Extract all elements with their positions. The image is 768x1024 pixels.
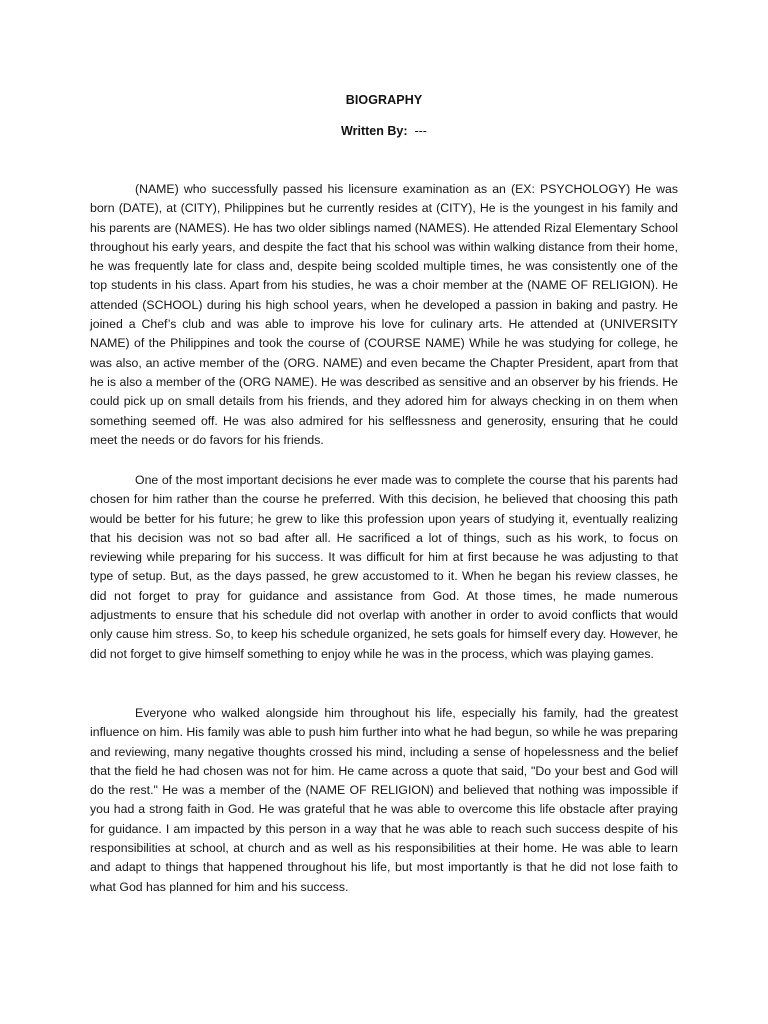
byline-label: Written By:	[341, 124, 408, 138]
byline-value: ---	[414, 124, 427, 138]
paragraph-3: Everyone who walked alongside him throughout his life, especially his family, had the greatest influence on him. His family was able to push him further into what he had begun, so while he was preparing and reviewing, many negative thoughts crossed his mind, including a sense of hopelessness and the belief that the field he had chosen was not for him. He came across a quote that said, "Do your best and God will do the rest." He was a member of the (NAME OF RELIGION) and believed that nothing was impossible if you had a strong faith in God. He was grateful that he was able to overcome this life obstacle after praying for guidance. I am impacted by this person in a way that he was able to reach such success despite of his responsibilities at school, at church and as well as his responsibilities at their home. He was able to learn and adapt to things that happened throughout his life, but most importantly is that he did not lose faith to what God has planned for him and his success.	[90, 706, 678, 894]
paragraph-2: One of the most important decisions he ever made was to complete the course that his parents had chosen for him rather than the course he preferred. With this decision, he believed that choosing this path would be better for his future; he grew to like this profession upon years of studying it, eventually realizing that his decision was not so bad after all. He sacrificed a lot of things, such as his work, to focus on reviewing while preparing for his success. It was difficult for him at first because he was adjusting to that type of setup. But, as the days passed, he grew accustomed to it. When he began his review classes, he did not forget to pray for guidance and assistance from God. At those times, he made numerous adjustments to ensure that his schedule did not overlap with another in order to avoid conflicts that would only cause him stress. So, to keep his schedule organized, he sets goals for himself every day. However, he did not forget to give himself something to enjoy while he was in the process, which was playing games.	[90, 473, 678, 661]
byline	[0, 124, 768, 138]
document-title: BIOGRAPHY	[345, 93, 423, 107]
paragraph-1: (NAME) who successfully passed his licensure examination as an (EX: PSYCHOLOGY) He was born (DATE), at (CITY), Philippines but he currently resides at (CITY), He is the youngest in his family and his parents are (NAMES). He has two older siblings named (NAMES). He attended Rizal Elementary School throughout his early years, and despite the fact that his school was within walking distance from their home, he was frequently late for class and, despite being scolded multiple times, he was consistently one of the top students in his class. Apart from his studies, he was a choir member at the (NAME OF RELIGION). He attended (SCHOOL) during his high school years, when he developed a passion in baking and pastry. He joined a Chef’s club and was able to improve his love for culinary arts. He attended at (UNIVERSITY NAME) of the Philippines and took the course of (COURSE NAME) While he was studying for college, he was also, an active member of the (ORG. NAME) and even became the Chapter President, apart from that he is also a member of the (ORG NAME). He was described as sensitive and an observer by his friends. He could pick up on small details from his friends, and they adored him for always checking in on them when something seemed off. He was also admired for his selflessness and generosity, ensuring that he could meet the needs or do favors for his friends.	[90, 182, 678, 447]
